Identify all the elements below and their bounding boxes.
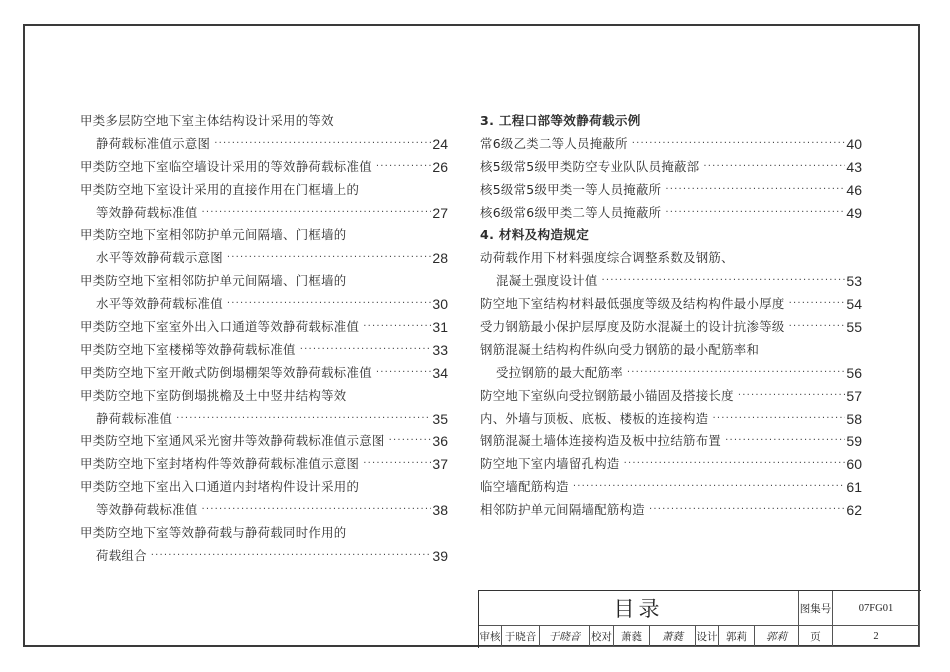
toc-entry[interactable] bbox=[80, 408, 448, 431]
toc-entry-page: 28 bbox=[432, 250, 448, 267]
dot-leader bbox=[627, 362, 846, 385]
dot-leader bbox=[300, 339, 432, 362]
dot-leader bbox=[712, 408, 845, 431]
toc-entry[interactable] bbox=[480, 293, 862, 316]
toc-entry-page: 57 bbox=[846, 387, 862, 404]
toc-right-column bbox=[480, 110, 862, 522]
toc-entry-title: 临空墙配筋构造 bbox=[480, 479, 569, 495]
toc-entry[interactable] bbox=[480, 453, 862, 476]
toc-entry-page: 40 bbox=[846, 135, 862, 152]
toc-entry[interactable] bbox=[80, 476, 448, 499]
toc-entry-title: 甲类防空地下室封堵构件等效静荷载标准值示意图 bbox=[80, 456, 360, 472]
toc-entry-page: 58 bbox=[846, 410, 862, 427]
toc-entry[interactable] bbox=[480, 430, 862, 453]
toc-entry-title: 甲类防空地下室楼梯等效静荷载标准值 bbox=[80, 341, 296, 357]
toc-entry-title: 防空地下室纵向受拉钢筋最小锚固及搭接长度 bbox=[480, 387, 734, 403]
toc-entry-page: 56 bbox=[846, 364, 862, 381]
toc-entry[interactable] bbox=[480, 476, 862, 499]
toc-entry[interactable] bbox=[80, 110, 448, 133]
toc-entry-title: 甲类防空地下室相邻防护单元间隔墙、门框墙的 bbox=[80, 227, 347, 243]
toc-entry-page: 34 bbox=[432, 364, 448, 381]
toc-entry-title: 钢筋混凝土墙体连接构造及板中拉结筋布置 bbox=[480, 433, 722, 449]
toc-entry-title: 甲类防空地下室设计采用的直接作用在门框墙上的 bbox=[80, 181, 360, 197]
dot-leader bbox=[573, 476, 846, 499]
toc-entry[interactable] bbox=[80, 453, 448, 476]
toc-entry[interactable] bbox=[480, 247, 862, 270]
dot-leader bbox=[227, 293, 432, 316]
dot-leader bbox=[703, 156, 845, 179]
toc-entry-page: 61 bbox=[846, 479, 862, 496]
toc-entry-title: 内、外墙与顶板、底板、楼板的连接构造 bbox=[480, 410, 709, 426]
checker-signature: 萧蕤 bbox=[650, 626, 696, 647]
toc-entry[interactable] bbox=[80, 362, 448, 385]
toc-entry-page: 55 bbox=[846, 319, 862, 336]
toc-entry[interactable] bbox=[480, 362, 862, 385]
toc-entry-page: 31 bbox=[432, 319, 448, 336]
toc-entry[interactable] bbox=[480, 499, 862, 522]
dot-leader bbox=[665, 202, 845, 225]
toc-entry-page: 36 bbox=[432, 433, 448, 450]
dot-leader bbox=[789, 316, 846, 339]
toc-entry-title: 核6级常6级甲类二等人员掩蔽所 bbox=[480, 204, 662, 220]
designer-label: 设计 bbox=[696, 626, 719, 647]
toc-entry-title: 水平等效静荷载示意图 bbox=[96, 250, 223, 266]
toc-entry-title: 常6级乙类二等人员掩蔽所 bbox=[480, 135, 628, 151]
dot-leader bbox=[624, 453, 846, 476]
dot-leader bbox=[376, 362, 432, 385]
toc-entry-title: 甲类防空地下室通风采光窗井等效静荷载标准值示意图 bbox=[80, 433, 385, 449]
toc-entry[interactable] bbox=[80, 499, 448, 522]
toc-entry-title: 静荷载标准值 bbox=[96, 410, 173, 426]
dot-leader bbox=[176, 408, 431, 431]
toc-entry-title: 等效静荷载标准值 bbox=[96, 204, 198, 220]
dot-leader bbox=[665, 179, 845, 202]
toc-entry-page: 27 bbox=[432, 204, 448, 221]
toc-entry-page: 62 bbox=[846, 502, 862, 519]
toc-entry-title: 甲类防空地下室室外出入口通道等效静荷载标准值 bbox=[80, 319, 360, 335]
toc-entry-title: 防空地下室结构材料最低强度等级及结构构件最小厚度 bbox=[480, 296, 785, 312]
dot-leader bbox=[227, 247, 432, 270]
reviewer-signature: 于晓音 bbox=[540, 626, 590, 647]
dot-leader bbox=[789, 293, 846, 316]
toc-entry[interactable] bbox=[80, 522, 448, 545]
toc-entry-page: 59 bbox=[846, 433, 862, 450]
toc-entry[interactable] bbox=[480, 339, 862, 362]
toc-entry-page: 43 bbox=[846, 158, 862, 175]
page-number: 2 bbox=[833, 626, 920, 647]
toc-entry[interactable] bbox=[480, 270, 862, 293]
toc-entry-title: 甲类多层防空地下室主体结构设计采用的等效 bbox=[80, 113, 334, 128]
toc-entry-page: 37 bbox=[432, 456, 448, 473]
toc-entry-title: 受拉钢筋的最大配筋率 bbox=[496, 364, 623, 380]
toc-entry[interactable] bbox=[80, 385, 448, 408]
toc-entry[interactable] bbox=[480, 179, 862, 202]
toc-entry[interactable] bbox=[80, 545, 448, 568]
toc-entry-title: 甲类防空地下室防倒塌挑檐及土中竖井结构等效 bbox=[80, 387, 347, 403]
reviewer-name: 于晓音 bbox=[502, 626, 540, 647]
toc-entry[interactable] bbox=[80, 430, 448, 453]
toc-entry-title: 核5级常5级甲类一等人员掩蔽所 bbox=[480, 181, 662, 197]
toc-entry[interactable] bbox=[80, 247, 448, 270]
dot-leader bbox=[725, 430, 845, 453]
toc-entry-title: 动荷载作用下材料强度综合调整系数及钢筋、 bbox=[480, 250, 734, 266]
title-block bbox=[478, 590, 921, 648]
toc-entry[interactable] bbox=[480, 385, 862, 408]
section-heading bbox=[480, 224, 862, 247]
dot-leader bbox=[151, 545, 432, 568]
dot-leader bbox=[389, 430, 432, 453]
toc-entry[interactable] bbox=[480, 133, 862, 156]
toc-entry-page: 60 bbox=[846, 456, 862, 473]
toc-entry[interactable] bbox=[80, 316, 448, 339]
dot-leader bbox=[602, 270, 846, 293]
designer-name: 郭莉 bbox=[719, 626, 755, 647]
toc-entry-title: 防空地下室内墙留孔构造 bbox=[480, 456, 620, 472]
dot-leader bbox=[202, 202, 432, 225]
drawing-title: 目录 bbox=[479, 591, 799, 626]
toc-left-column bbox=[80, 110, 448, 568]
toc-entry-page: 39 bbox=[432, 547, 448, 564]
toc-entry-page: 38 bbox=[432, 502, 448, 519]
toc-entry-title: 4. 材料及构造规定 bbox=[480, 227, 590, 243]
toc-entry[interactable] bbox=[80, 202, 448, 225]
toc-entry[interactable] bbox=[480, 316, 862, 339]
toc-entry-title: 3. 工程口部等效静荷载示例 bbox=[480, 113, 641, 128]
dot-leader bbox=[363, 453, 431, 476]
toc-entry-title: 等效静荷载标准值 bbox=[96, 502, 198, 518]
dot-leader bbox=[738, 385, 846, 408]
toc-entry-page: 24 bbox=[432, 135, 448, 152]
toc-entry[interactable] bbox=[80, 179, 448, 202]
toc-entry-page: 33 bbox=[432, 341, 448, 358]
toc-entry-title: 混凝土强度设计值 bbox=[496, 273, 598, 289]
toc-entry[interactable] bbox=[80, 133, 448, 156]
toc-entry[interactable] bbox=[480, 408, 862, 431]
atlas-number: 07FG01 bbox=[833, 591, 920, 626]
toc-entry-page: 46 bbox=[846, 181, 862, 198]
atlas-number-label: 图集号 bbox=[799, 591, 833, 626]
toc-entry-page: 35 bbox=[432, 410, 448, 427]
toc-entry-title: 相邻防护单元间隔墙配筋构造 bbox=[480, 502, 645, 518]
dot-leader bbox=[376, 156, 432, 179]
dot-leader bbox=[214, 133, 431, 156]
toc-entry-title: 荷载组合 bbox=[96, 547, 147, 563]
toc-entry-title: 甲类防空地下室开敞式防倒塌棚架等效静荷载标准值 bbox=[80, 364, 372, 380]
toc-entry[interactable] bbox=[480, 156, 862, 179]
toc-entry-title: 甲类防空地下室临空墙设计采用的等效静荷载标准值 bbox=[80, 158, 372, 174]
toc-entry[interactable] bbox=[80, 224, 448, 247]
page-label: 页 bbox=[799, 626, 833, 647]
checker-name: 萧蕤 bbox=[614, 626, 650, 647]
toc-entry[interactable] bbox=[80, 339, 448, 362]
reviewer-label: 审核 bbox=[479, 626, 502, 647]
toc-entry-title: 甲类防空地下室相邻防护单元间隔墙、门框墙的 bbox=[80, 273, 347, 289]
designer-signature: 郭莉 bbox=[755, 626, 799, 647]
section-heading bbox=[480, 110, 862, 133]
toc-entry[interactable] bbox=[480, 202, 862, 225]
toc-entry[interactable] bbox=[80, 156, 448, 179]
toc-entry-title: 静荷载标准值示意图 bbox=[96, 135, 211, 151]
toc-entry-page: 26 bbox=[432, 158, 448, 175]
toc-entry-page: 30 bbox=[432, 296, 448, 313]
toc-entry-title: 水平等效静荷载标准值 bbox=[96, 296, 223, 312]
toc-entry-title: 甲类防空地下室出入口通道内封堵构件设计采用的 bbox=[80, 479, 360, 495]
toc-entry-title: 甲类防空地下室等效静荷载与静荷载同时作用的 bbox=[80, 525, 347, 541]
dot-leader bbox=[202, 499, 432, 522]
toc-entry[interactable] bbox=[80, 293, 448, 316]
toc-entry-title: 钢筋混凝土结构构件纵向受力钢筋的最小配筋率和 bbox=[480, 341, 760, 357]
toc-entry-page: 53 bbox=[846, 273, 862, 290]
toc-entry-title: 核5级常5级甲类防空专业队队员掩蔽部 bbox=[480, 158, 700, 174]
checker-label: 校对 bbox=[590, 626, 614, 647]
toc-entry[interactable] bbox=[80, 270, 448, 293]
dot-leader bbox=[363, 316, 431, 339]
toc-entry-title: 受力钢筋最小保护层厚度及防水混凝土的设计抗渗等级 bbox=[480, 319, 785, 335]
toc-entry-page: 49 bbox=[846, 204, 862, 221]
dot-leader bbox=[649, 499, 845, 522]
dot-leader bbox=[632, 133, 846, 156]
toc-entry-page: 54 bbox=[846, 296, 862, 313]
